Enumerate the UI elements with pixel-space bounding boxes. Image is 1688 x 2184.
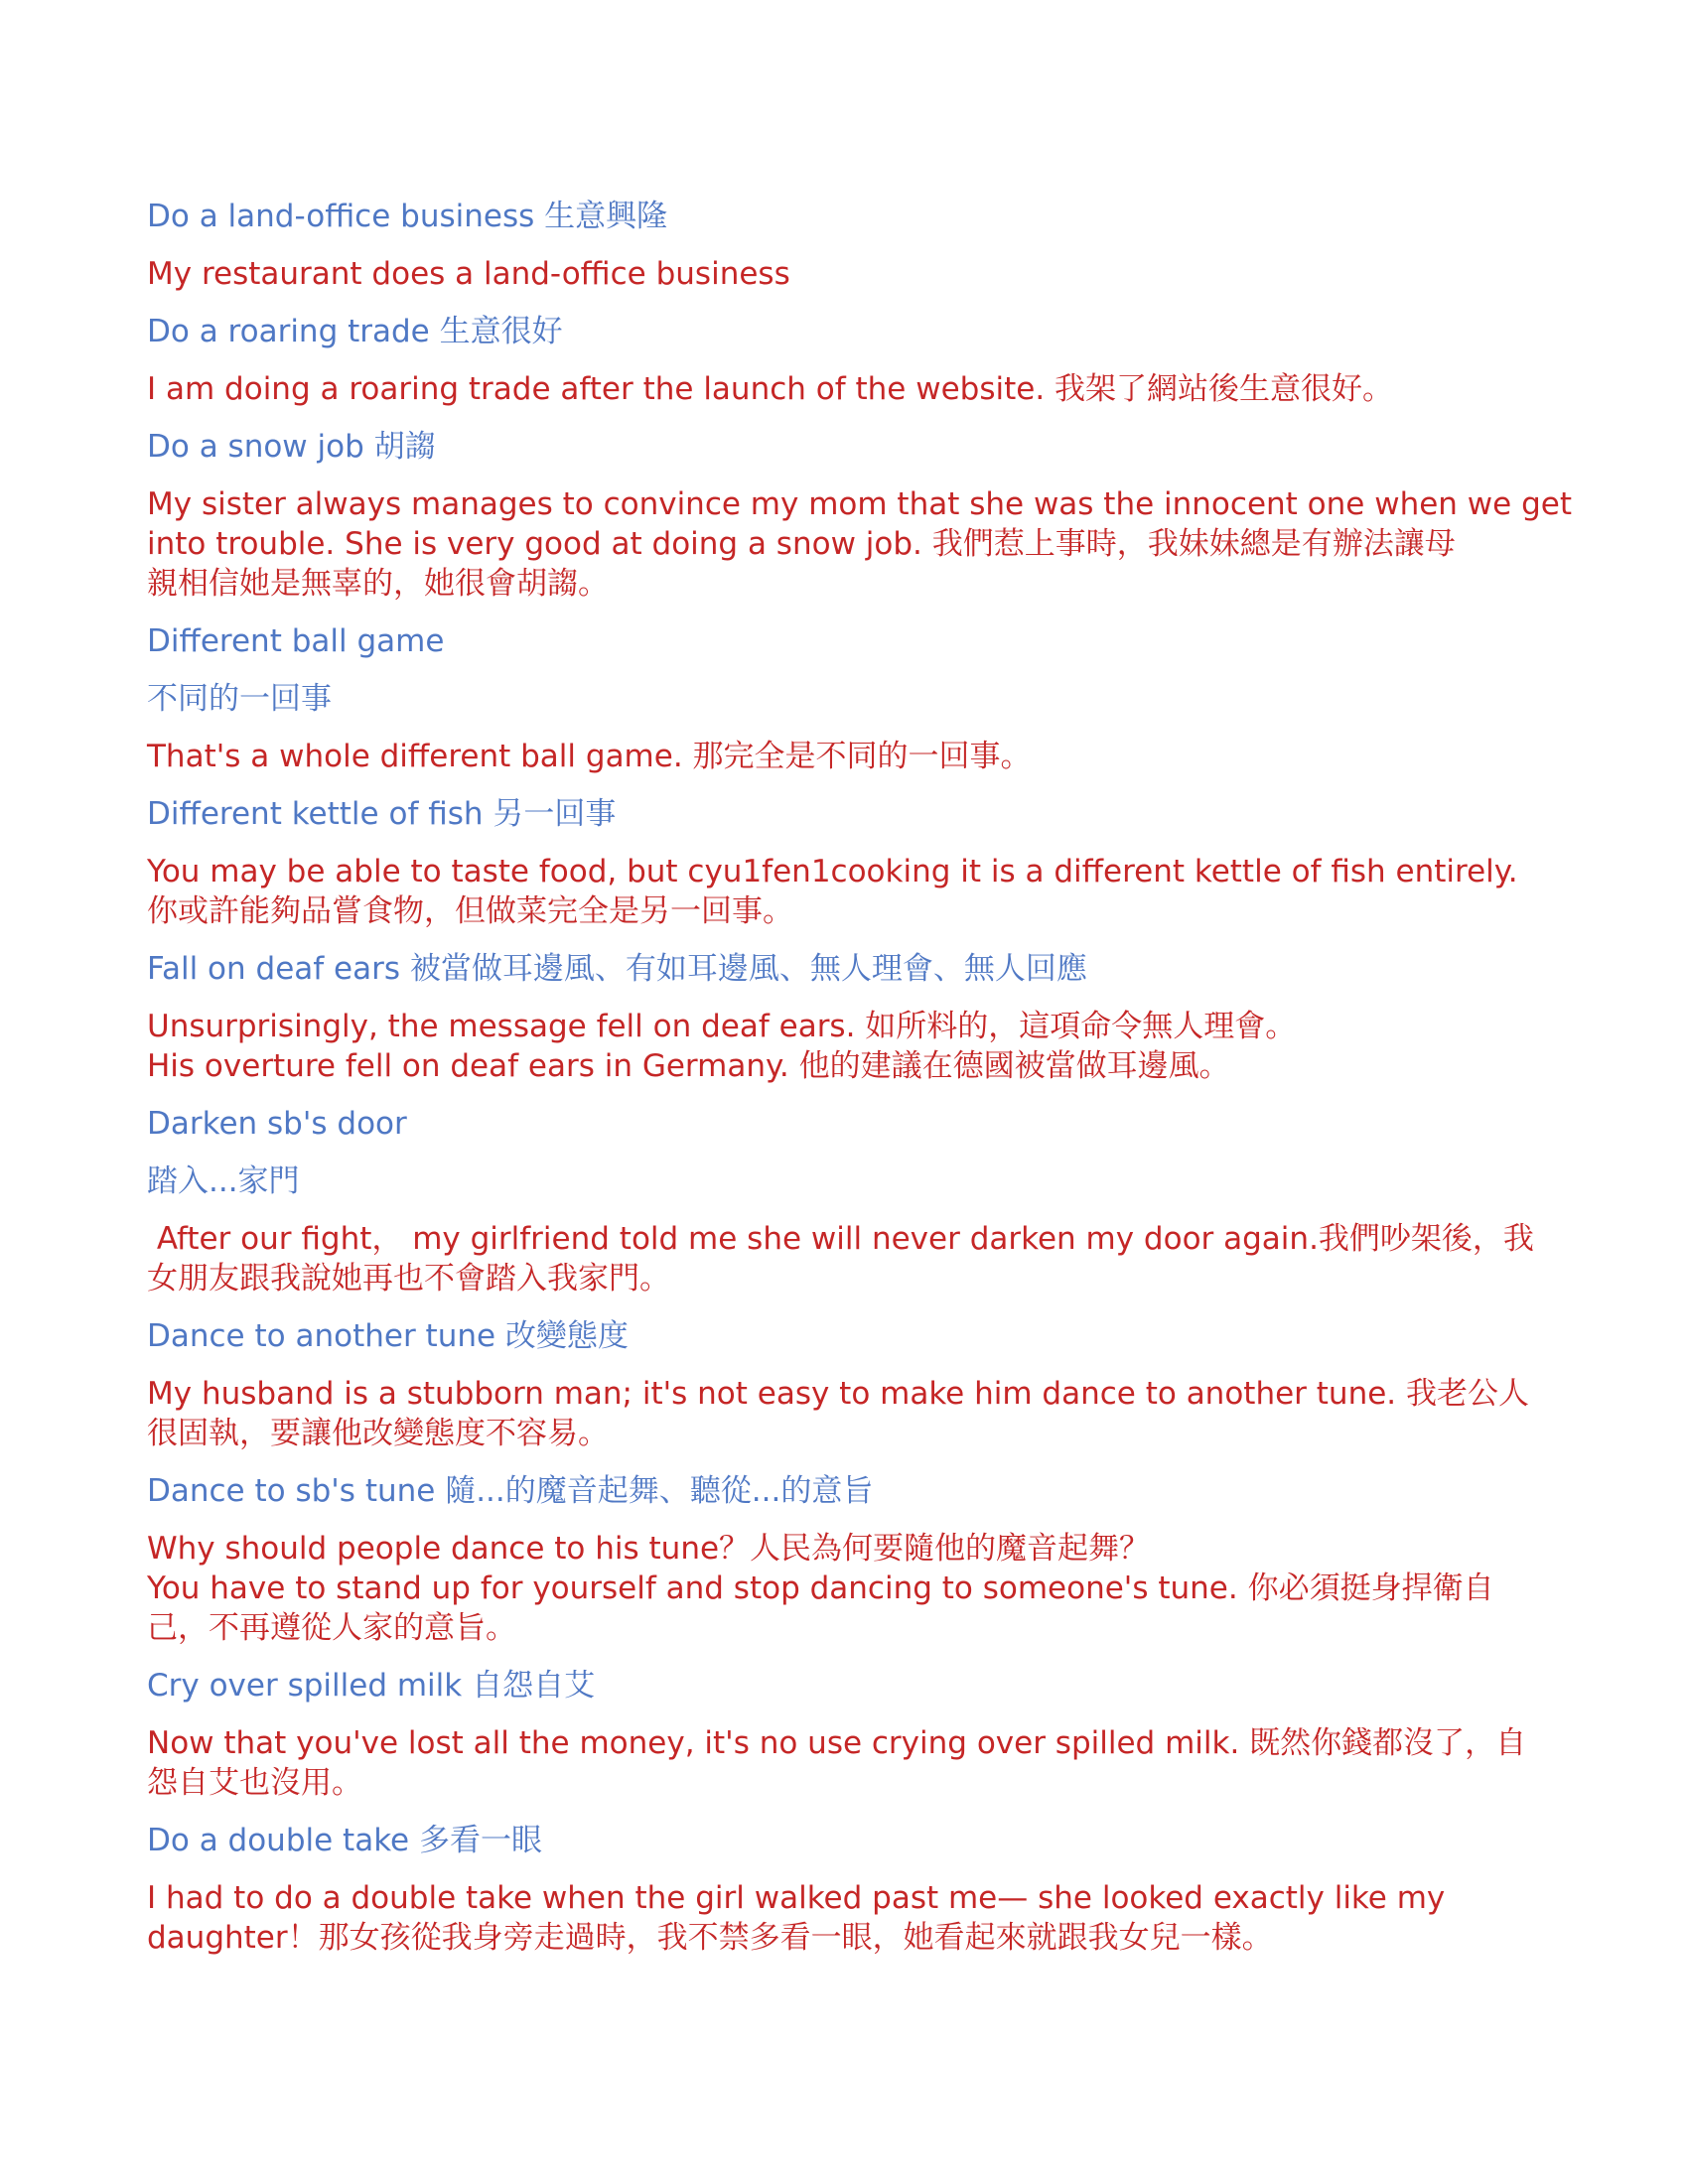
- example-sentence: [147, 369, 1628, 409]
- example-sentence: [147, 1878, 1628, 1958]
- idiom-heading: [147, 949, 1628, 989]
- example-text-line: 很固執，要讓他改變態度不容易。: [147, 1416, 609, 1451]
- idiom-heading-line: Darken sb's door: [147, 1106, 407, 1142]
- example-text-line: My husband is a stubborn man; it's not easy to make him dance to another tune. 我老公人: [147, 1376, 1530, 1412]
- example-text-line: 怨自艾也沒用。: [147, 1765, 362, 1801]
- idiom-heading: [147, 1821, 1628, 1860]
- example-sentence: [147, 254, 1628, 294]
- example-text-line: I am doing a roaring trade after the launch of the website. 我架了網站後生意很好。: [147, 371, 1394, 407]
- example-text-line: 你或許能夠品嘗食物，但做菜完全是另一回事。: [147, 893, 793, 929]
- idiom-heading: [147, 679, 1628, 719]
- example-sentence: [147, 1723, 1628, 1803]
- example-sentence: [147, 852, 1628, 931]
- example-text-line: into trouble. She is very good at doing a snow job. 我們惹上事時，我妹妹總是有辦法讓母: [147, 526, 1456, 562]
- example-text-line: 女朋友跟我說她再也不會踏入我家門。: [147, 1261, 670, 1297]
- idiom-heading-line: Different kettle of fish 另一回事: [147, 796, 617, 832]
- example-text-line: 己，不再遵從人家的意旨。: [147, 1610, 516, 1646]
- example-sentence: [147, 1219, 1628, 1298]
- idiom-heading: [147, 312, 1628, 351]
- idiom-heading: [147, 427, 1628, 467]
- idiom-heading: [147, 1471, 1628, 1511]
- idiom-heading: [147, 1161, 1628, 1201]
- example-sentence: [147, 1374, 1628, 1453]
- idiom-heading-line: Do a roaring trade 生意很好: [147, 314, 563, 349]
- idiom-heading-line: Do a double take 多看一眼: [147, 1823, 542, 1858]
- example-sentence: [147, 737, 1628, 776]
- example-text-line: Now that you've lost all the money, it's no use crying over spilled milk. 既然你錢都沒了，自: [147, 1725, 1527, 1761]
- example-sentence: [147, 1007, 1628, 1086]
- idiom-heading-line: Dance to another tune 改變態度: [147, 1318, 629, 1354]
- example-text-line: That's a whole different ball game. 那完全是不同的一回事。: [147, 739, 1032, 774]
- example-sentence: [147, 1529, 1628, 1648]
- idiom-heading-line: Do a land-office business 生意興隆: [147, 199, 668, 234]
- example-text-line: My sister always manages to convince my mom that she was the innocent one when we get: [147, 486, 1572, 522]
- example-sentence: [147, 484, 1628, 604]
- idiom-heading-line: Dance to sb's tune 隨...的魔音起舞、聽從...的意旨: [147, 1473, 874, 1509]
- idiom-heading: [147, 1104, 1628, 1144]
- idiom-heading: [147, 1666, 1628, 1706]
- idiom-heading: [147, 197, 1628, 236]
- idiom-heading-line: Different ball game: [147, 623, 445, 659]
- document-body: [147, 197, 1628, 1958]
- example-text-line: After our fight， my girlfriend told me she will never darken my door again.我們吵架後，我: [147, 1221, 1534, 1257]
- idiom-heading-line: 踏入...家門: [147, 1163, 300, 1199]
- example-text-line: 親相信她是無辜的，她很會胡謅。: [147, 566, 609, 602]
- example-text-line: You may be able to taste food, but cyu1fen1cooking it is a different kettle of fish entirely.: [147, 854, 1518, 889]
- idiom-heading-line: Fall on deaf ears 被當做耳邊風、有如耳邊風、無人理會、無人回應: [147, 951, 1087, 987]
- example-text-line: I had to do a double take when the girl walked past me— she looked exactly like my: [147, 1880, 1446, 1916]
- example-text-line: Why should people dance to his tune？人民為何要隨他的魔音起舞？: [147, 1531, 1151, 1567]
- example-text-line: You have to stand up for yourself and stop dancing to someone's tune. 你必須挺身捍衛自: [147, 1570, 1494, 1606]
- example-text-line: My restaurant does a land-office business: [147, 256, 790, 292]
- idiom-heading: [147, 1316, 1628, 1356]
- idiom-heading: [147, 621, 1628, 661]
- example-text-line: His overture fell on deaf ears in Germany. 他的建議在德國被當做耳邊風。: [147, 1048, 1230, 1084]
- idiom-heading-line: 不同的一回事: [147, 681, 332, 717]
- example-text-line: daughter！那女孩從我身旁走過時，我不禁多看一眼，她看起來就跟我女兒一樣。: [147, 1920, 1273, 1956]
- idiom-heading-line: Do a snow job 胡謅: [147, 429, 436, 465]
- idiom-heading-line: Cry over spilled milk 自怨自艾: [147, 1668, 596, 1704]
- idiom-heading: [147, 794, 1628, 834]
- example-text-line: Unsurprisingly, the message fell on deaf ears. 如所料的，這項命令無人理會。: [147, 1009, 1297, 1044]
